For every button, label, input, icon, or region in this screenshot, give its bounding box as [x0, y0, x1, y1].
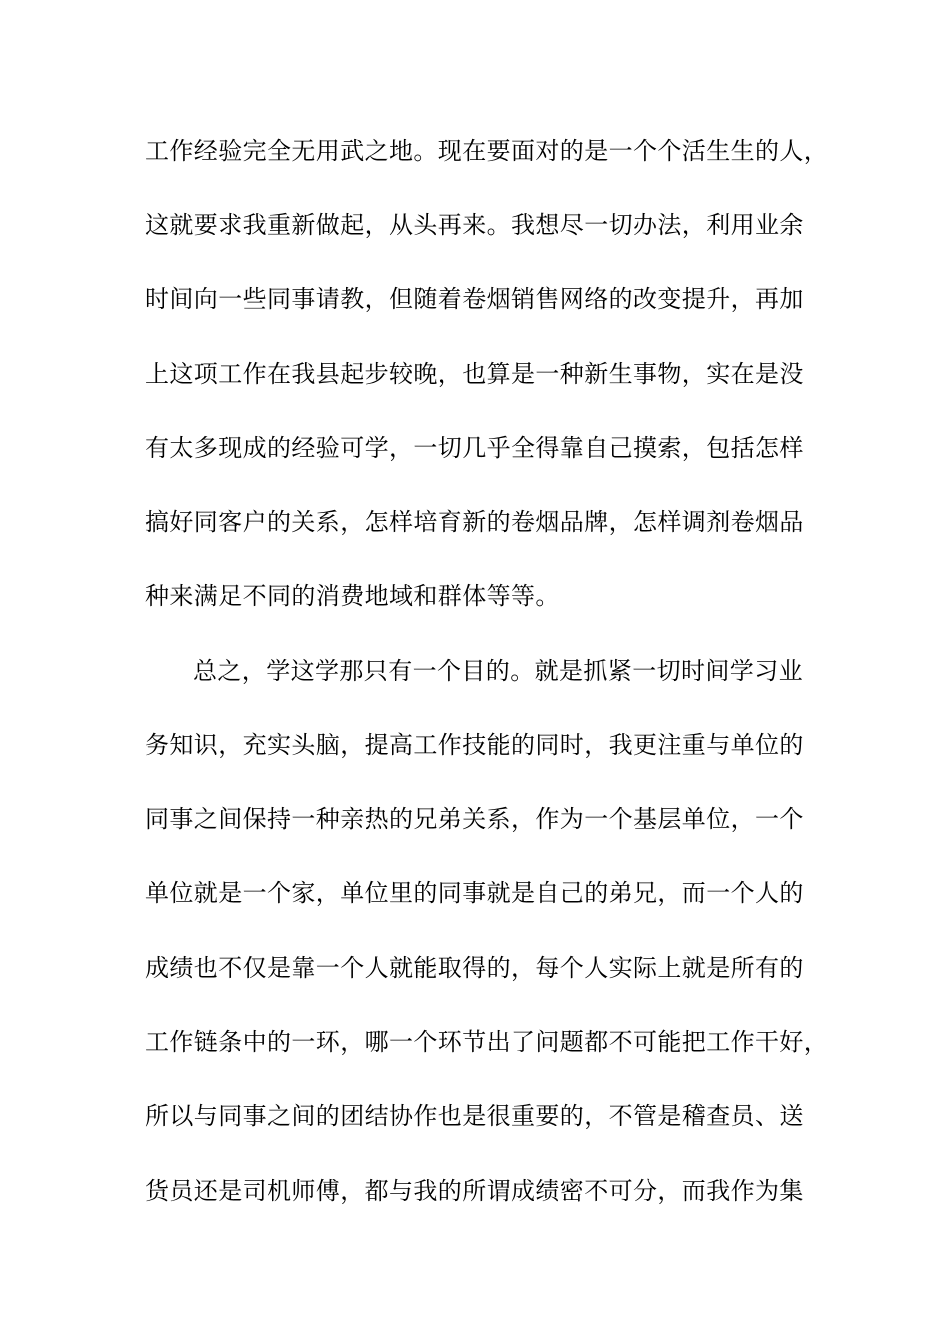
text-line: 时间向一些同事请教，但随着卷烟销售网络的改变提升，再加: [145, 285, 804, 313]
text-line: 搞好同客户的关系，怎样培育新的卷烟品牌，怎样调剂卷烟品: [145, 508, 804, 536]
text-line: 单位就是一个家，单位里的同事就是自己的弟兄，而一个人的: [145, 879, 804, 907]
text-line: 成绩也不仅是靠一个人就能取得的，每个人实际上就是所有的: [145, 954, 804, 982]
text-line: 货员还是司机师傅，都与我的所谓成绩密不可分，而我作为集: [145, 1177, 804, 1205]
text-line: 所以与同事之间的团结协作也是很重要的，不管是稽查员、送: [145, 1102, 804, 1130]
text-line: 务知识，充实头脑，提高工作技能的同时，我更注重与单位的: [145, 731, 804, 759]
text-line: 种来满足不同的消费地域和群体等等。: [145, 582, 560, 610]
text-line: 同事之间保持一种亲热的兄弟关系，作为一个基层单位，一个: [145, 805, 804, 833]
text-line: 这就要求我重新做起，从头再来。我想尽一切办法，利用业余: [145, 211, 804, 239]
text-line: 有太多现成的经验可学，一切几乎全得靠自己摸索，包括怎样: [145, 434, 804, 462]
text-line: 工作经验完全无用武之地。现在要面对的是一个个活生生的人，: [145, 137, 829, 165]
text-line: 上这项工作在我县起步较晚，也算是一种新生事物，实在是没: [145, 360, 804, 388]
paragraph-first-line: 总之，学这学那只有一个目的。就是抓紧一切时间学习业: [193, 657, 803, 685]
text-line: 工作链条中的一环，哪一个环节出了问题都不可能把工作干好，: [145, 1028, 829, 1056]
